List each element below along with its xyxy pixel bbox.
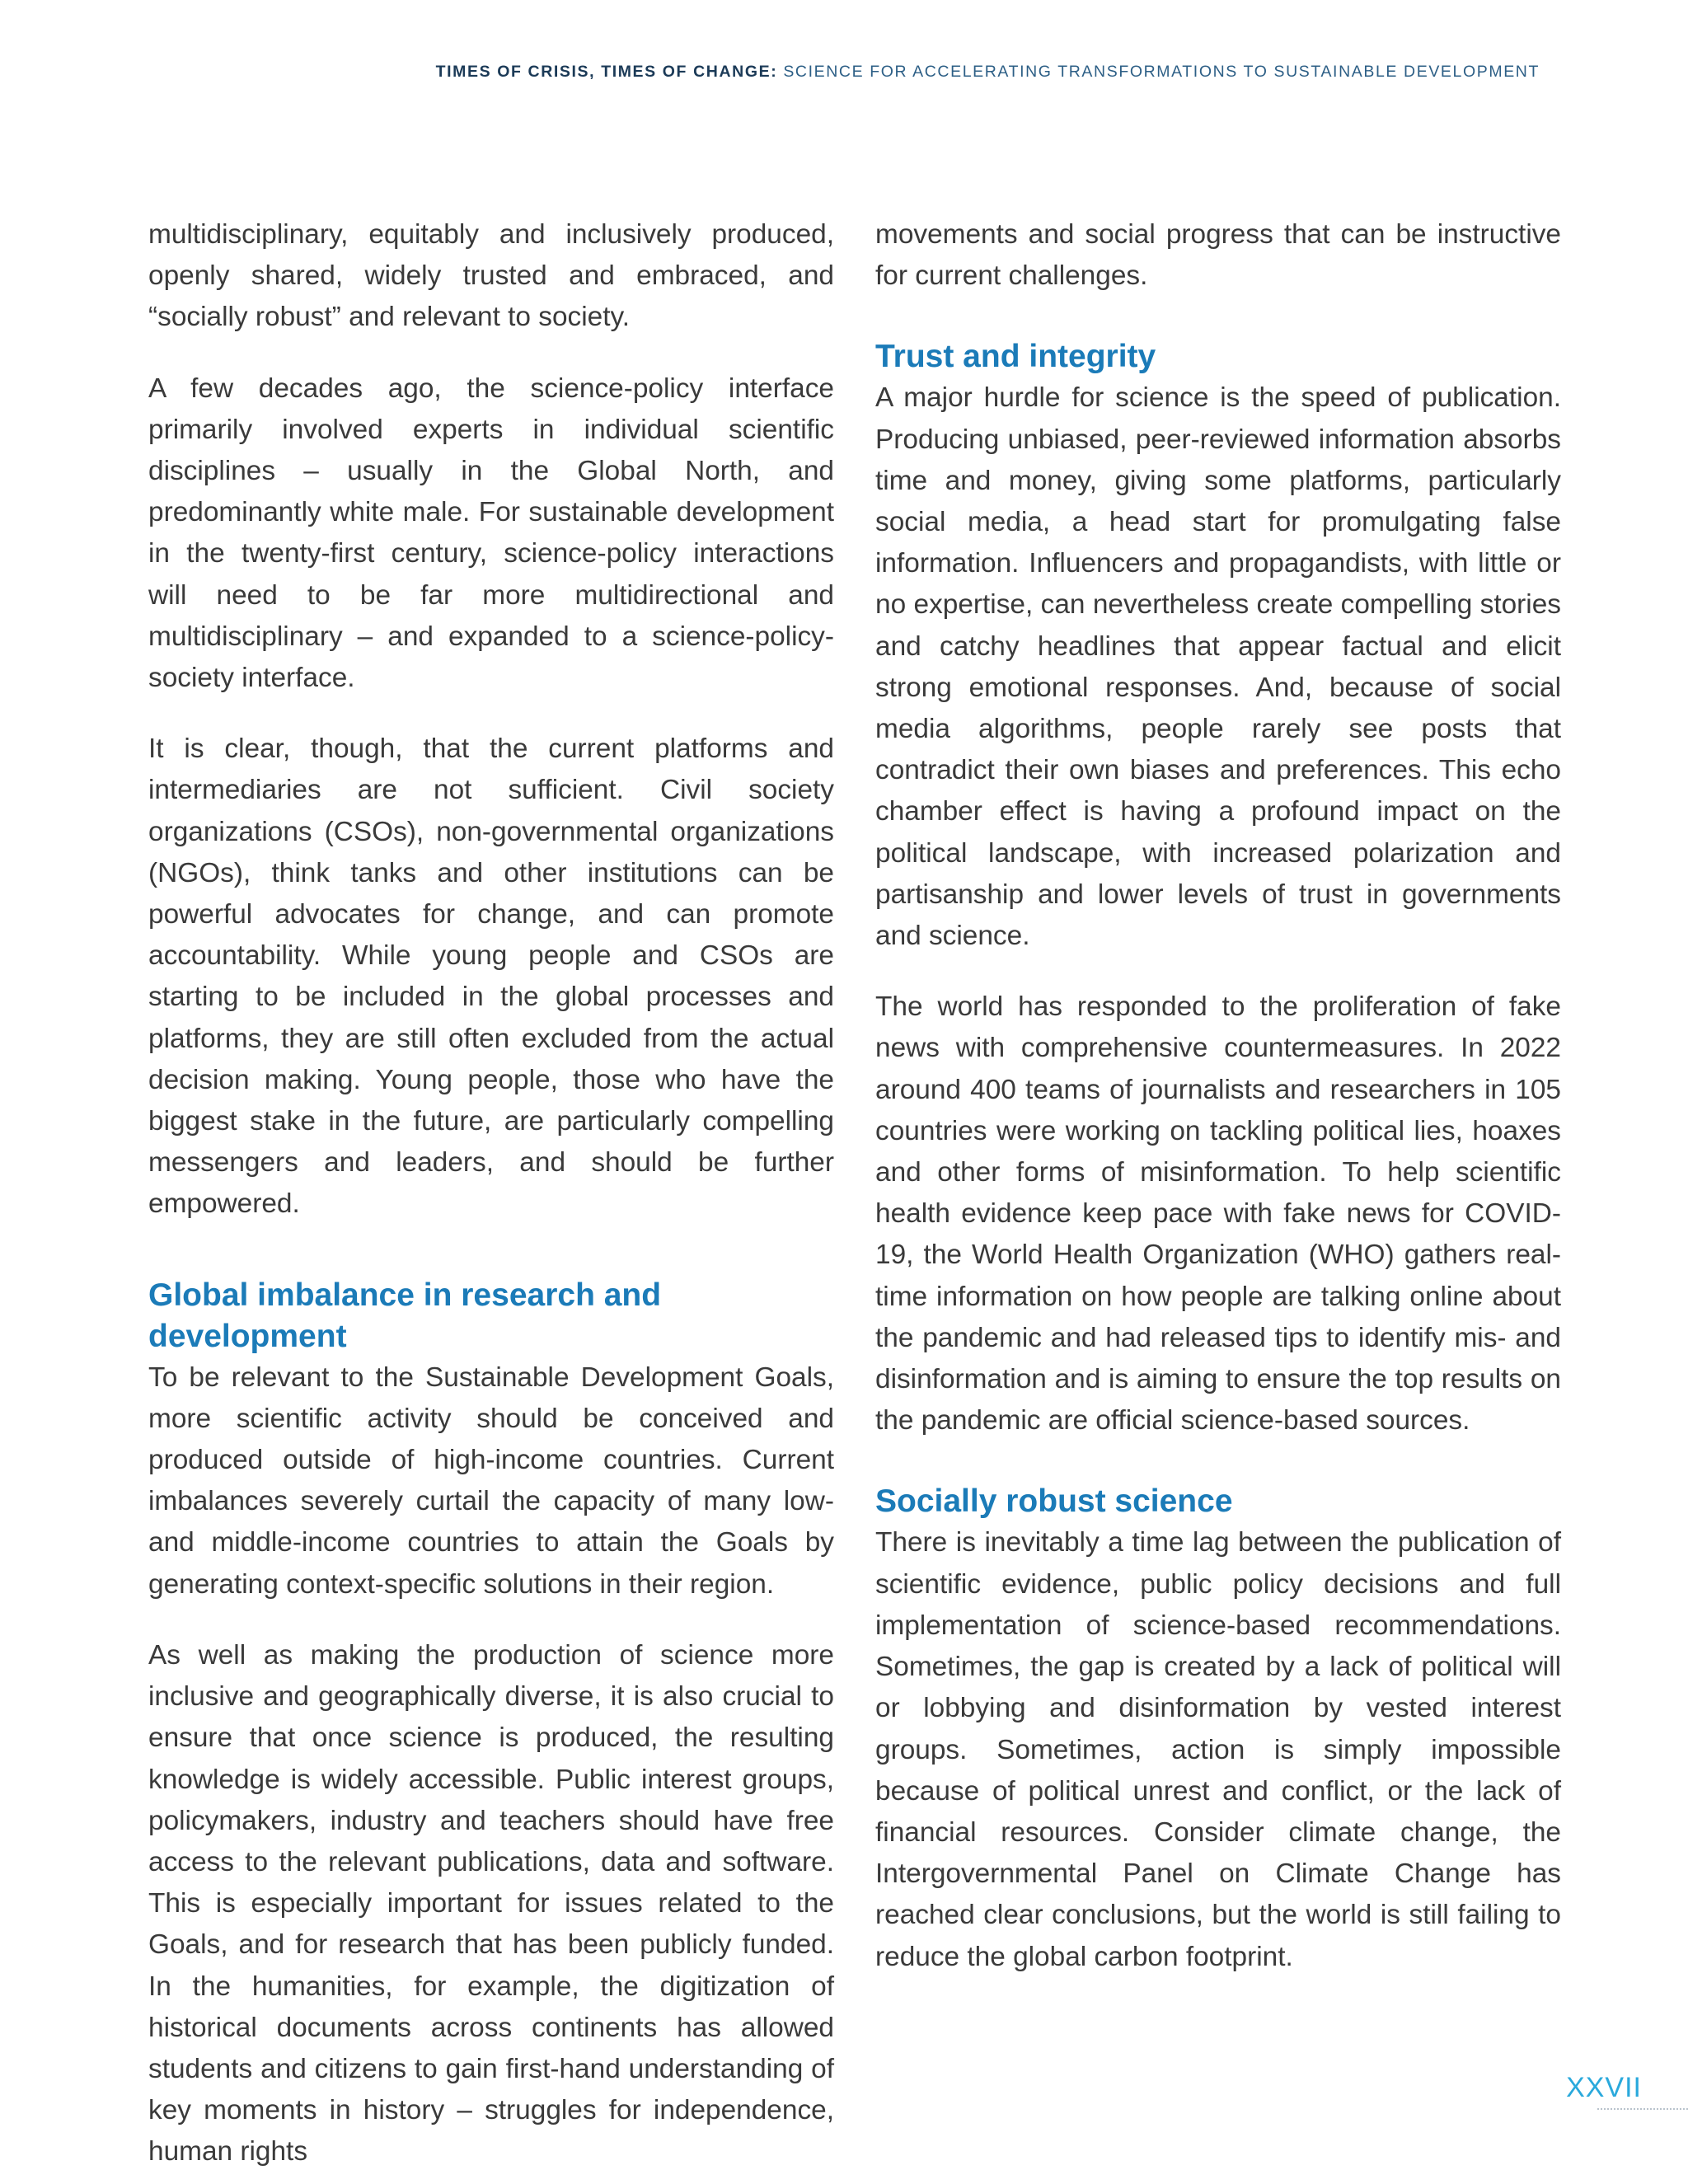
left-column bbox=[148, 214, 834, 2173]
section-heading-trust-integrity: Trust and integrity bbox=[875, 339, 1156, 375]
page-number: XXVII bbox=[1566, 2072, 1642, 2103]
right-column bbox=[875, 214, 1561, 1978]
left-paragraph-2: A few decades ago, the science-policy interface primarily involved experts in individual scientific disciplines – usually in the Global North, and predominantly white male. For sustainable development in the twenty-first century, science-policy interactions will need to be far more multidirectional and multidisciplinary – and expanded to a science-policy-society interface. bbox=[148, 373, 834, 694]
right-paragraph-3: The world has responded to the proliferation of fake news with comprehensive countermeasures. In 2022 around 400 teams of journalists and researchers in 105 countries were working on tackling political lies, hoaxes and other forms of misinformation. To help scientific health evidence keep pace with fake news for COVID-19, the World Health Organization (WHO) gathers real-time information on how people are talking online about the pandemic and had released tips to identify mis- and disinformation and is aiming to ensure the top results on the pandemic are official science-based sources. bbox=[875, 991, 1561, 1436]
right-paragraph-4: There is inevitably a time lag between the publication of scientific evidence, public policy decisions and full implementation of science-based recommendations. Sometimes, the gap is created by a lack of political will or lobbying and disinformation by vested interest groups. Sometimes, action is simply impossible because of political unrest and conflict, or the lack of financial resources. Consider climate change, the Intergovernmental Panel on Climate Change has reached clear conclusions, but the world is still failing to reduce the global carbon footprint. bbox=[875, 1527, 1561, 1972]
page-number-rule bbox=[1597, 2108, 1688, 2110]
running-header bbox=[436, 63, 1540, 82]
section-heading-global-imbalance: Global imbalance in research and development bbox=[148, 1277, 662, 1354]
left-paragraph-1: multidisciplinary, equitably and inclusively produced, openly shared, widely trusted and embraced, and “socially robust” and relevant to society. bbox=[148, 219, 834, 333]
right-paragraph-1: movements and social progress that can be instructive for current challenges. bbox=[875, 219, 1561, 292]
left-paragraph-3: It is clear, though, that the current platforms and intermediaries are not sufficient. Civil society organizations (CSOs), non-governmental organizations (NGOs), think tanks and other institutions can be powerful advocates for change, and can promote accountability. While young people and CSOs are starting to be included in the global processes and platforms, they are still often excluded from the actual decision making. Young people, those who have the biggest stake in the future, are particularly compelling messengers and leaders, and should be further empowered. bbox=[148, 733, 834, 1220]
left-paragraph-5: As well as making the production of science more inclusive and geographically diverse, it is also crucial to ensure that once science is produced, the resulting knowledge is widely accessible. Public interest groups, policymakers, industry and teachers should have free access to the relevant publications, data and software. This is especially important for issues related to the Goals, and for research that has been publicly funded. In the humanities, for example, the digitization of historical documents across continents has allowed students and citizens to gain first-hand understanding of key moments in history – struggles for independence, human rights bbox=[148, 1639, 834, 2168]
right-paragraph-2: A major hurdle for science is the speed of publication. Producing unbiased, peer-reviewed information absorbs time and money, giving some platforms, particularly social media, a head start for promulgating false information. Influencers and propagandists, with little or no expertise, can nevertheless create compelling stories and catchy headlines that appear factual and elicit strong emotional responses. And, because of social media algorithms, people rarely see posts that contradict their own biases and preferences. This echo chamber effect is having a profound impact on the political landscape, with increased polarization and partisanship and lower levels of trust in governments and science. bbox=[875, 382, 1561, 952]
running-header-title: TIMES OF CRISIS, TIMES OF CHANGE: bbox=[435, 63, 778, 81]
section-heading-socially-robust: Socially robust science bbox=[875, 1483, 1233, 1520]
left-paragraph-4: To be relevant to the Sustainable Development Goals, more scientific activity should be conceived and produced outside of high-income countries. Current imbalances severely curtail the capacity of many low- and middle-income countries to attain the Goals by generating context-specific solutions in their region. bbox=[148, 1361, 834, 1600]
running-header-subtitle: SCIENCE FOR ACCELERATING TRANSFORMATIONS TO SUSTAINABLE DEVELOPMENT bbox=[777, 63, 1540, 81]
